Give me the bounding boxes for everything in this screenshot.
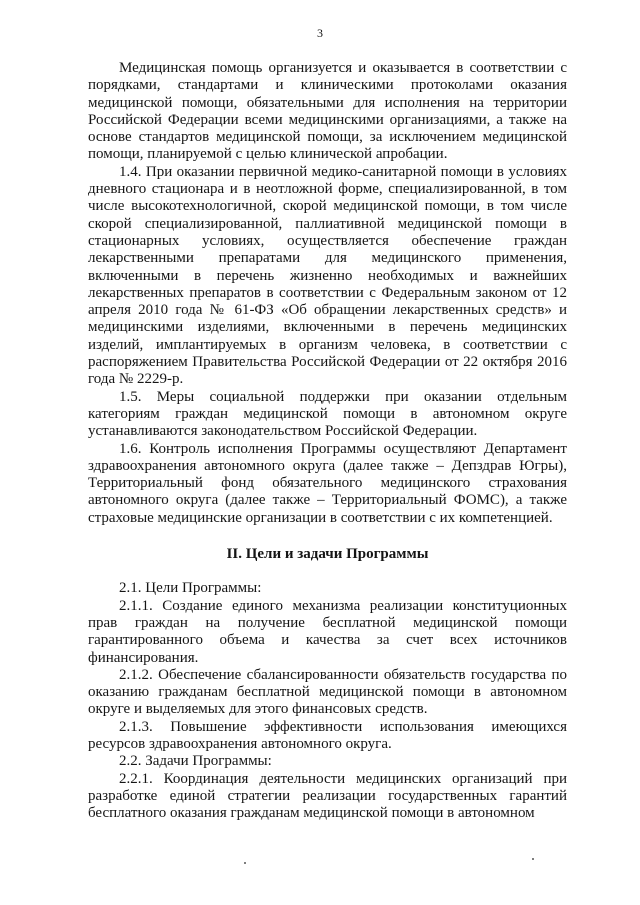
paragraph-1-4: 1.4. При оказании первичной медико-санитарной помощи в условиях дневного стационара и в неотложной форме, специализированной, в том числе высокотехнологичной, скорой медицинской помощи, в том числе скорой специализированной, паллиативной медицинской помощи в стационарных условиях, осуществляется обеспечение граждан лекарственными препаратами для медицинского применения, включенными в перечень жизненно необходимых и важнейших лекарственных препаратов в соответствии с Федеральным законом от 12 апреля 2010 года № 61-ФЗ «Об обращении лекарственных средств» и медицинскими изделиями, включенными в перечень медицинских изделий, имплантируемых в организм человека, в соответствии с распоряжением Правительства Российской Федерации от 22 октября 2016 года № 2229-р.: [88, 163, 567, 388]
paragraph-1-6: 1.6. Контроль исполнения Программы осуществляют Департамент здравоохранения автономного округа (далее также – Депздрав Югры), Территориальный фонд обязательного медицинского страхования автономного округа (далее также – Территориальный ФОМС), а также страховые медицинские организации в соответствии с их компетенцией.: [88, 440, 567, 526]
paragraph-medical-care-standards: Медицинская помощь организуется и оказывается в соответствии с порядками, стандартами и клиническими протоколами оказания медицинской помощи, обязательными для исполнения на территории Российской Федерации всеми медицинскими организациями, а также на основе стандартов медицинской помощи, за исключением медицинской помощи, планируемой с целью клинической апробации.: [88, 60, 567, 163]
paragraph-2-1-3: 2.1.3. Повышение эффективности использования имеющихся ресурсов здравоохранения автономного округа.: [88, 718, 567, 752]
paragraph-2-2-1: 2.2.1. Координация деятельности медицинских организаций при разработке единой стратегии реализации государственных гарантий бесплатного оказания гражданам медицинской помощи в автономном: [88, 770, 567, 822]
scan-speck: [532, 858, 534, 860]
page-number: 3: [317, 26, 323, 40]
paragraph-2-1: 2.1. Цели Программы:: [119, 580, 262, 597]
scan-speck: [244, 862, 246, 864]
paragraph-2-1-1: 2.1.1. Создание единого механизма реализации конституционных прав граждан на получение бесплатной медицинской помощи гарантированного объема и качества за счет всех источников финансирования.: [88, 597, 567, 666]
section-heading: II. Цели и задачи Программы: [226, 546, 429, 563]
paragraph-2-1-2: 2.1.2. Обеспечение сбалансированности обязательств государства по оказанию гражданам бесплатной медицинской помощи в автономном округе и выделяемых для этого финансовых средств.: [88, 666, 567, 718]
paragraph-2-2: 2.2. Задачи Программы:: [119, 753, 272, 770]
paragraph-1-5: 1.5. Меры социальной поддержки при оказании отдельным категориям граждан медицинской помощи в автономном округе устанавливаются законодательством Российской Федерации.: [88, 388, 567, 440]
